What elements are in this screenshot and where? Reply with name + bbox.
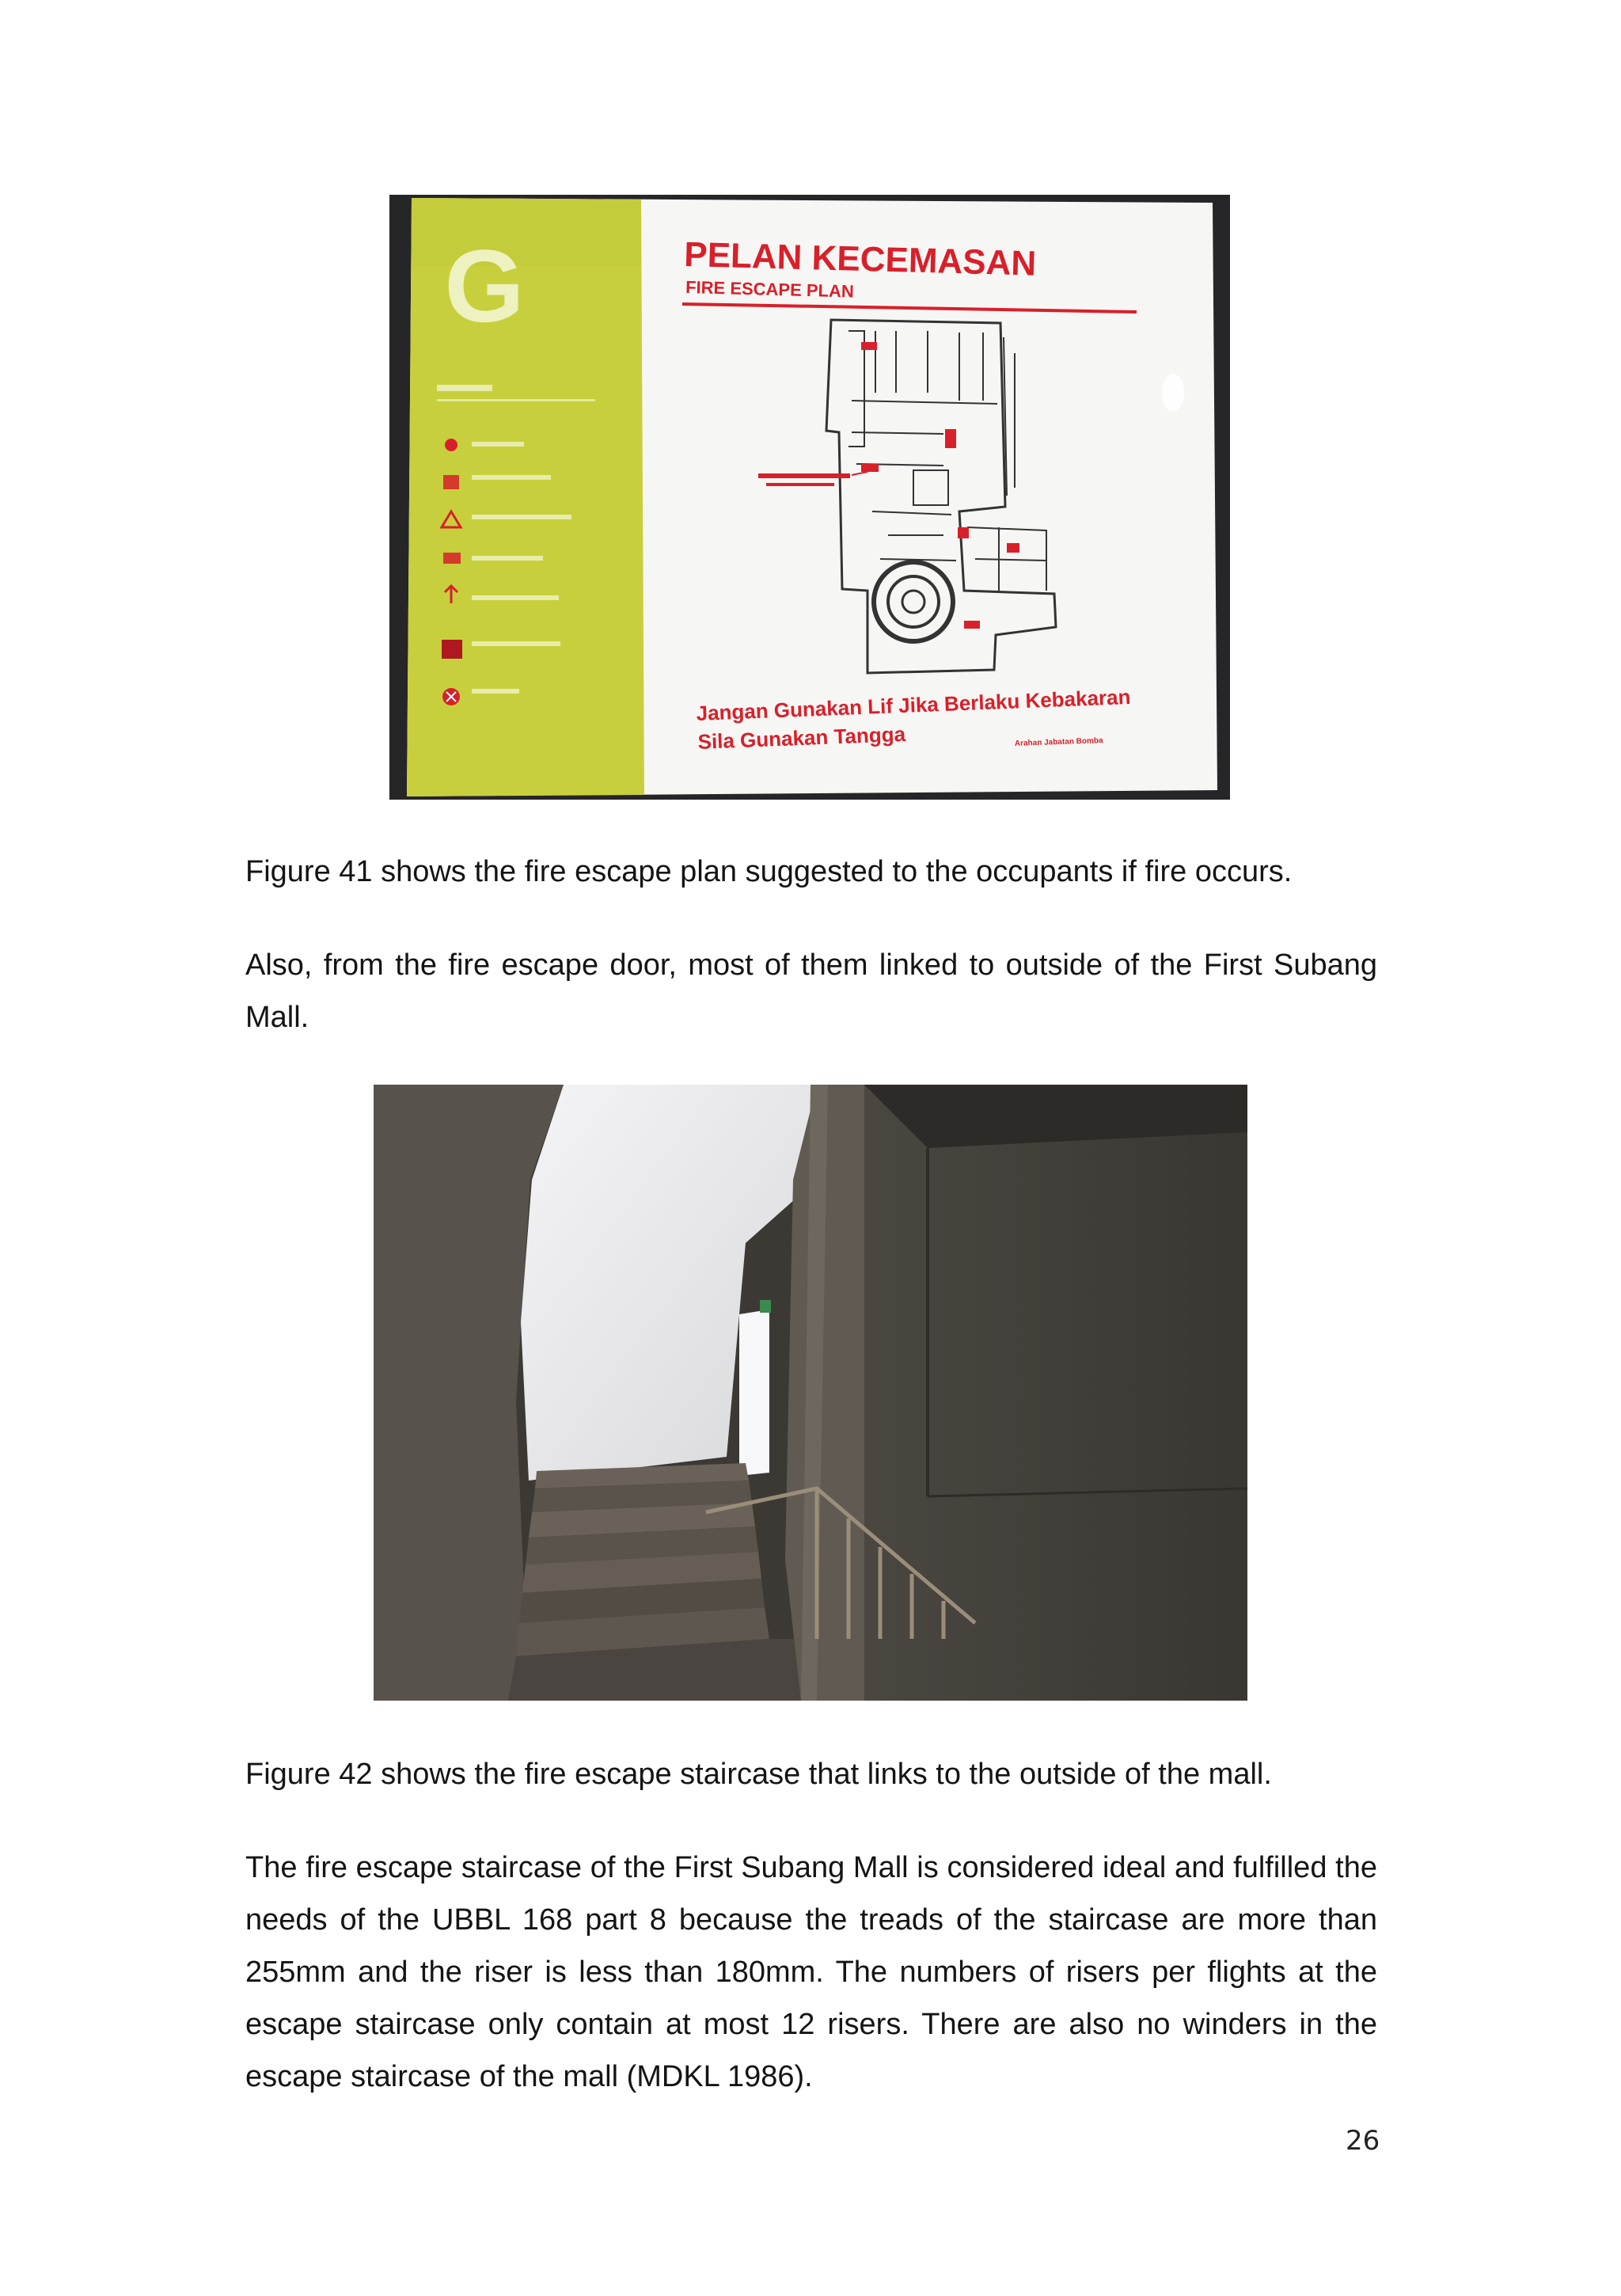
sign-authority: Arahan Jabatan Bomba [1014,736,1103,748]
figure-42-caption: Figure 42 shows the fire escape staircase that links to the outside of the mall. [245,1758,1272,1791]
figure-41-caption: Figure 41 shows the fire escape plan suggested to the occupants if fire occurs. [245,855,1293,888]
sign-warning-line2: Sila Gunakan Tangga [697,721,906,754]
floor-letter: G [444,228,525,344]
figure-41-fire-escape-plan-photo [389,195,1230,800]
figure-42-staircase-photo [374,1085,1247,1701]
paragraph-escape-door: Also, from the fire escape door, most of them linked to outside of the First Subang Mall. [245,948,1377,1034]
sign-title: PELAN KECEMASAN [683,235,1037,283]
sign-subtitle: FIRE ESCAPE PLAN [685,277,855,302]
staircase-illustration [374,1085,1247,1701]
paragraph-staircase-compliance: The fire escape staircase of the First Subang Mall is considered ideal and fulfilled the needs of the UBBL 168 part 8 because the treads of the staircase are more than 255mm and the riser is less than 180mm. The numbers of risers per flights at the escape staircase only contain at most 12 risers. There are also no winders in the escape staircase of the mall (MDKL 1986). [245,1851,1377,2093]
sign-warning-line1: Jangan Gunakan Lif Jika Berlaku Kebakaran [696,684,1131,725]
fire-escape-plan-illustration [389,195,1230,800]
page-number: 26 [1346,2125,1380,2157]
stair-treads [516,1463,769,1656]
